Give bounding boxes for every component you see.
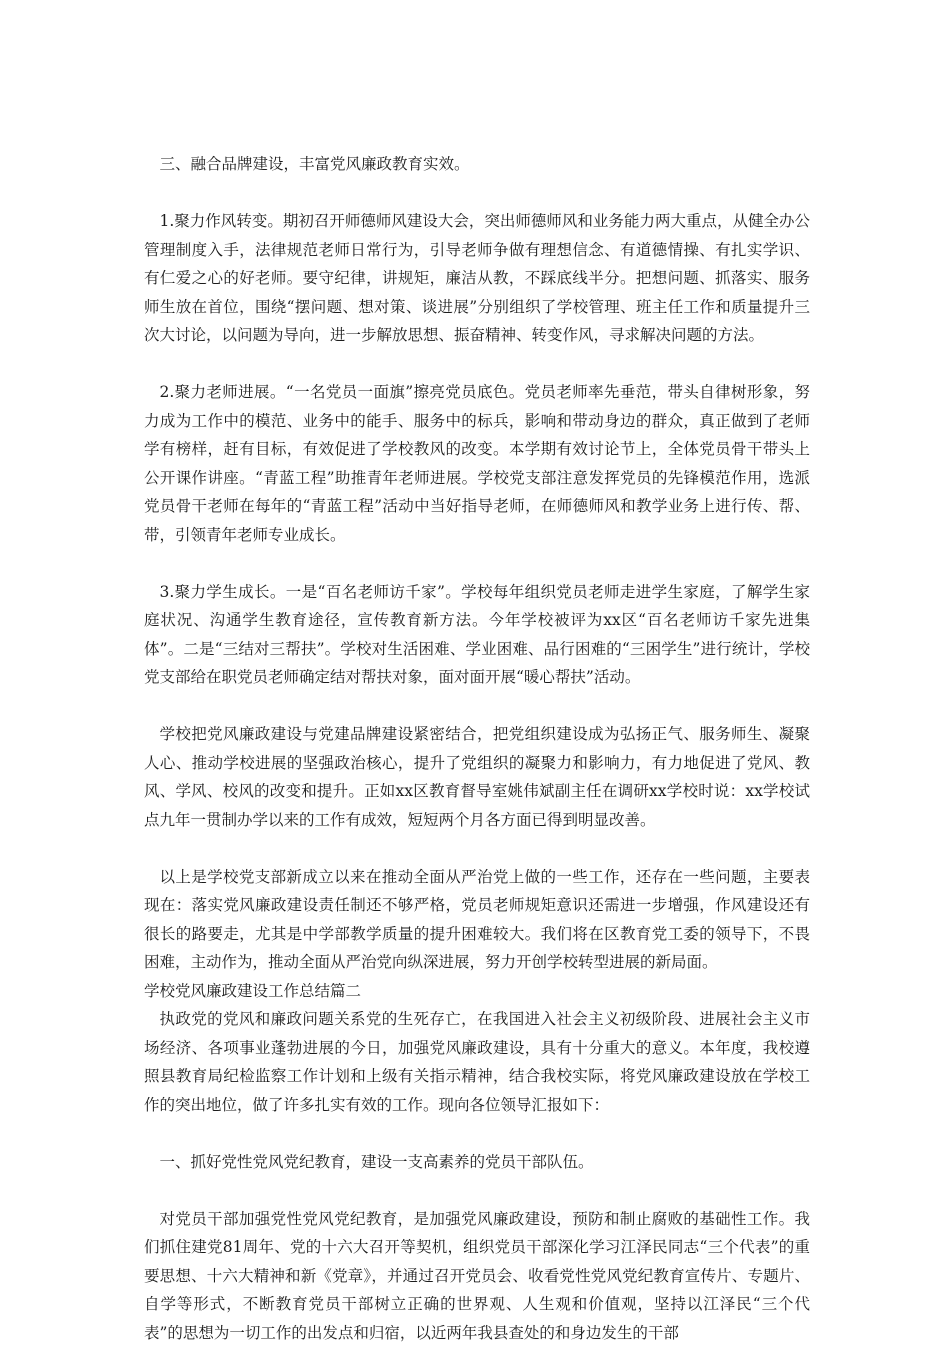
- section-heading: 一、抓好党性党风党纪教育，建设一支高素养的党员干部队伍。: [144, 1148, 810, 1177]
- document-body: [144, 150, 810, 1347]
- paragraph: 3.聚力学生成长。一是“百名老师访千家”。学校每年组织党员老师走进学生家庭，了解学生家庭状况、沟通学生教育途径，宣传教育新方法。今年学校被评为xx区“百名老师访千家先进集体”。二是“三结对三帮扶”。学校对生活困难、学业困难、品行困难的“三困学生”进行统计，学校党支部给在职党员老师确定结对帮扶对象，面对面开展“暖心帮扶”活动。: [144, 578, 810, 692]
- paragraph: 以上是学校党支部新成立以来在推动全面从严治党上做的一些工作，还存在一些问题，主要表现在：落实党风廉政建设责任制还不够严格，党员老师规矩意识还需进一步增强，作风建设还有很长的路要走，尤其是中学部教学质量的提升困难较大。我们将在区教育党工委的领导下，不畏困难，主动作为，推动全面从严治党向纵深进展，努力开创学校转型进展的新局面。: [144, 863, 810, 977]
- document-title: 学校党风廉政建设工作总结篇二: [144, 977, 810, 1006]
- section-heading: 三、融合品牌建设，丰富党风廉政教育实效。: [144, 150, 810, 179]
- paragraph: 对党员干部加强党性党风党纪教育，是加强党风廉政建设，预防和制止腐败的基础性工作。我们抓住建党81周年、党的十六大召开等契机，组织党员干部深化学习江泽民同志“三个代表”的重要思想、十六大精神和新《党章》，并通过召开党员会、收看党性党风党纪教育宣传片、专题片、自学等形式，不断教育党员干部树立正确的世界观、人生观和价值观，坚持以江泽民“三个代表”的思想为一切工作的出发点和归宿，以近两年我县查处的和身边发生的干部: [144, 1205, 810, 1347]
- paragraph: 2.聚力老师进展。“一名党员一面旗”擦亮党员底色。党员老师率先垂范，带头自律树形象，努力成为工作中的模范、业务中的能手、服务中的标兵，影响和带动身边的群众，真正做到了老师学有榜样，赶有目标，有效促进了学校教风的改变。本学期有效讨论节上，全体党员骨干带头上公开课作讲座。“青蓝工程”助推青年老师进展。学校党支部注意发挥党员的先锋模范作用，选派党员骨干老师在每年的“青蓝工程”活动中当好指导老师，在师德师风和教学业务上进行传、帮、带，引领青年老师专业成长。: [144, 378, 810, 549]
- paragraph: 学校把党风廉政建设与党建品牌建设紧密结合，把党组织建设成为弘扬正气、服务师生、凝聚人心、推动学校进展的坚强政治核心，提升了党组织的凝聚力和影响力，有力地促进了党风、教风、学风、校风的改变和提升。正如xx区教育督导室姚伟斌副主任在调研xx学校时说：xx学校试点九年一贯制办学以来的工作有成效，短短两个月各方面已得到明显改善。: [144, 720, 810, 834]
- paragraph: 1.聚力作风转变。期初召开师德师风建设大会，突出师德师风和业务能力两大重点，从健全办公管理制度入手，法律规范老师日常行为，引导老师争做有理想信念、有道德情操、有扎实学识、有仁爱之心的好老师。要守纪律，讲规矩，廉洁从教，不踩底线半分。把想问题、抓落实、服务师生放在首位，围绕“摆问题、想对策、谈进展”分别组织了学校管理、班主任工作和质量提升三次大讨论，以问题为导向，进一步解放思想、振奋精神、转变作风，寻求解决问题的方法。: [144, 207, 810, 350]
- paragraph: 执政党的党风和廉政问题关系党的生死存亡，在我国进入社会主义初级阶段、进展社会主义市场经济、各项事业蓬勃进展的今日，加强党风廉政建设，具有十分重大的意义。本年度，我校遵照县教育局纪检监察工作计划和上级有关指示精神，结合我校实际，将党风廉政建设放在学校工作的突出地位，做了许多扎实有效的工作。现向各位领导汇报如下：: [144, 1005, 810, 1119]
